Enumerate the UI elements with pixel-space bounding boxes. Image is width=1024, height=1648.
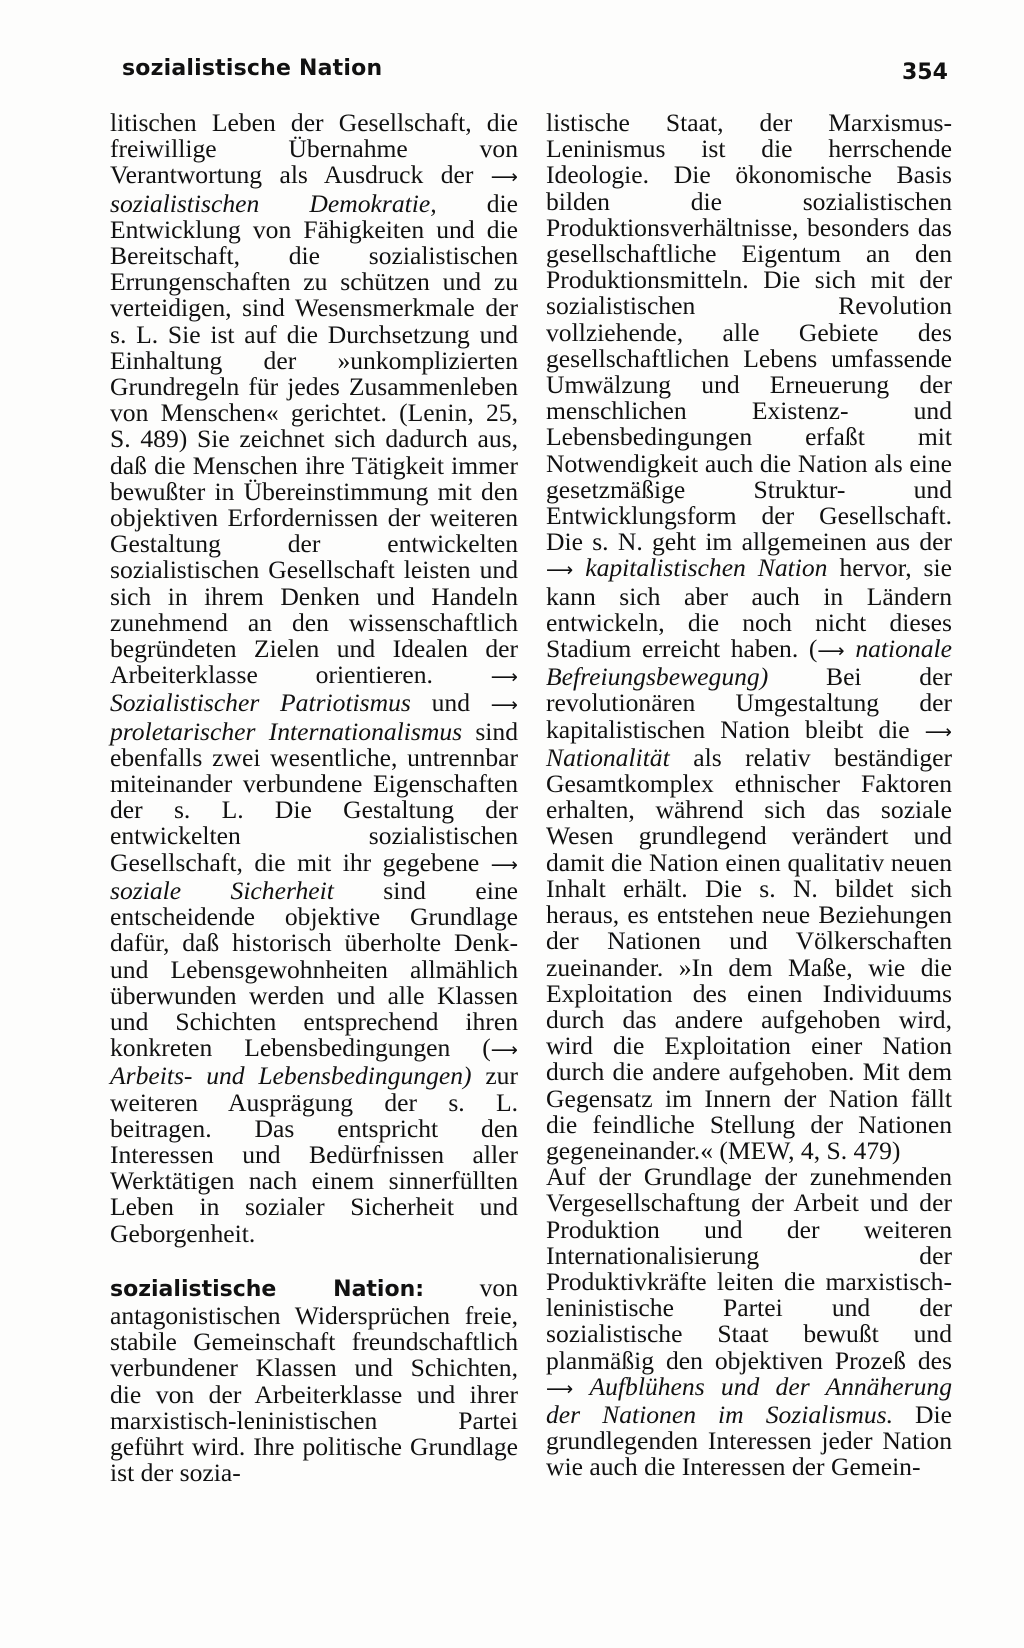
right-column: [546, 110, 952, 1481]
cross-reference-arrow-icon: ⟶: [490, 666, 518, 689]
cross-reference[interactable]: Nationalität: [546, 742, 670, 772]
running-head: sozialistische Nation: [122, 56, 383, 81]
cross-reference[interactable]: nationale Befreiungsbewegung): [546, 634, 952, 692]
cross-reference[interactable]: Sozialistischer Patriotismus: [110, 688, 411, 718]
text-run: Auf der Grundlage der zunehmenden Vergesellschaftung der Arbeit und der Produktion und der weiteren Internationalisierung der Produktivkräfte leiten die marxistisch-leninistische Partei und der sozialistische Staat bewußt und planmäßig den objektiven Prozeß des: [546, 1162, 952, 1375]
cross-reference[interactable]: kapitalistischen Nation: [585, 553, 828, 583]
cross-reference[interactable]: sozialistischen Demokratie,: [110, 188, 437, 218]
cross-reference-arrow-icon: ⟶: [490, 166, 518, 189]
cross-reference-arrow-icon: ⟶: [490, 853, 518, 876]
text-run: als relativ beständiger Gesamtkomplex ethnischer Faktoren erhalten, während sich das soziale Wesen grundlegend verändert und damit die Nation einen qualitativ neuen Inhalt erhält. Die s. N. bildet sich heraus, es entstehen neue Beziehungen der Nationen und Völkerschaften zueinander. »In dem Maße, wie die Exploitation des einen Individuums durch das andere aufgehoben wird, wird die Exploitation einer Nation durch die andere aufgehoben. Mit dem Gegensatz im Innern der Nation fällt die feindliche Stellung der Nationen gegeneinander.« (MEW, 4, S. 479): [546, 742, 952, 1165]
left-column: [110, 110, 518, 1486]
text-run: sind eine entscheidende objektive Grundlage dafür, daß historisch überholte Denk- und Lebensgewohnheiten allmählich überwunden werden und alle Klassen und Schichten entsprechend ihren konkreten Lebensbedingungen (: [110, 875, 518, 1063]
text-run: litischen Leben der Gesellschaft, die freiwillige Übernahme von Verantwortung als Ausdruck der: [110, 108, 518, 190]
text-run: und: [431, 688, 471, 718]
text-run: Die grundlegenden Interessen jeder Nation wie auch die Interessen der Gemein-: [546, 1399, 952, 1482]
cross-reference-arrow-icon: ⟶: [490, 1039, 518, 1062]
text-run: Bei der revolutionären Umgestaltung der kapitalistischen Nation bleibt die: [546, 662, 952, 744]
text-run: listische Staat, der Marxismus-Leninismus ist die herrschende Ideologie. Die ökonomische Basis bilden die sozialistischen Produktionsverhältnisse, besonders das gesellschaftliche Eigentum an den Produktionsmitteln. Die sich mit der sozialistischen Revolution vollziehende, alle Gebiete des gesellschaftlichen Lebens umfassende Umwälzung und Erneuerung der menschlichen Existenz- und Lebensbedingungen erfaßt mit Notwendigkeit auch die Nation als eine gesetzmäßige Struktur- und Entwicklungsform der Gesellschaft. Die s. N. geht im allgemeinen aus der: [546, 108, 952, 557]
text-run: sind ebenfalls zwei wesentliche, untrennbar miteinander verbundene Eigenschaften der s. L. Die Gestaltung der entwickelten sozialistischen Gesellschaft, die mit ihr gegebene: [110, 716, 518, 877]
entry-continuation-paragraph: [110, 110, 518, 1247]
page-number: 354: [902, 60, 948, 85]
cross-reference[interactable]: Arbeits- und Lebensbedingungen): [110, 1061, 472, 1091]
cross-reference-arrow-icon: ⟶: [817, 640, 845, 663]
cross-reference-arrow-icon: ⟶: [546, 1377, 574, 1400]
entry-paragraph: [546, 1164, 952, 1480]
text-run: die Entwicklung von Fähigkeiten und die Bereitschaft, die sozialistischen Errungenschaften zu schützen und zu verteidigen, sind Wesensmerkmale der s. L. Sie ist auf die Durchsetzung und Einhaltung der »unkomplizierten Grundregeln für jedes Zusammenleben von Menschen« gerichtet. (Lenin, 25, S. 489) Sie zeichnet sich dadurch aus, daß die Menschen ihre Tätigkeit immer bewußter in Übereinstimmung mit den objektiven Erfordernissen der weiteren Gestaltung der entwickelten sozialistischen Gesellschaft leisten und sich in ihrem Denken und Handeln zunehmend an den wissenschaftlich begründeten Zielen und Idealen der Arbeiterklasse orientieren.: [110, 188, 518, 690]
cross-reference[interactable]: proletarischer Internationalismus: [110, 716, 463, 746]
cross-reference-arrow-icon: ⟶: [924, 720, 952, 743]
cross-reference[interactable]: Aufblühens und der Annäherung der Nationen im Sozialismus.: [546, 1371, 952, 1429]
text-run: zur weiteren Ausprägung der s. L. beitragen. Das entspricht den Interessen und Bedürfnissen aller Werktätigen nach einem sinnerfüllten Leben in sozialer Sicherheit und Geborgenheit.: [110, 1061, 518, 1248]
text-run: von antagonistischen Widersprüchen freie, stabile Gemeinschaft freundschaftlich verbundener Klassen und Schichten, die von der Arbeiterklasse und ihrer marxistisch-leninistischen Partei geführt wird. Ihre politische Grundlage ist der sozia-: [110, 1272, 518, 1488]
cross-reference[interactable]: soziale Sicherheit: [110, 875, 334, 905]
text-run: hervor, sie kann sich aber auch in Ländern entwickeln, die noch nicht dieses Stadium erreicht haben. (: [546, 553, 952, 664]
cross-reference-arrow-icon: ⟶: [546, 559, 574, 582]
entry-separator: [110, 1247, 518, 1275]
entry-headword: sozialistische Nation:: [110, 1276, 425, 1302]
entry-paragraph: [110, 1272, 518, 1488]
entry-paragraph: [546, 110, 952, 1164]
cross-reference-arrow-icon: ⟶: [490, 694, 519, 717]
